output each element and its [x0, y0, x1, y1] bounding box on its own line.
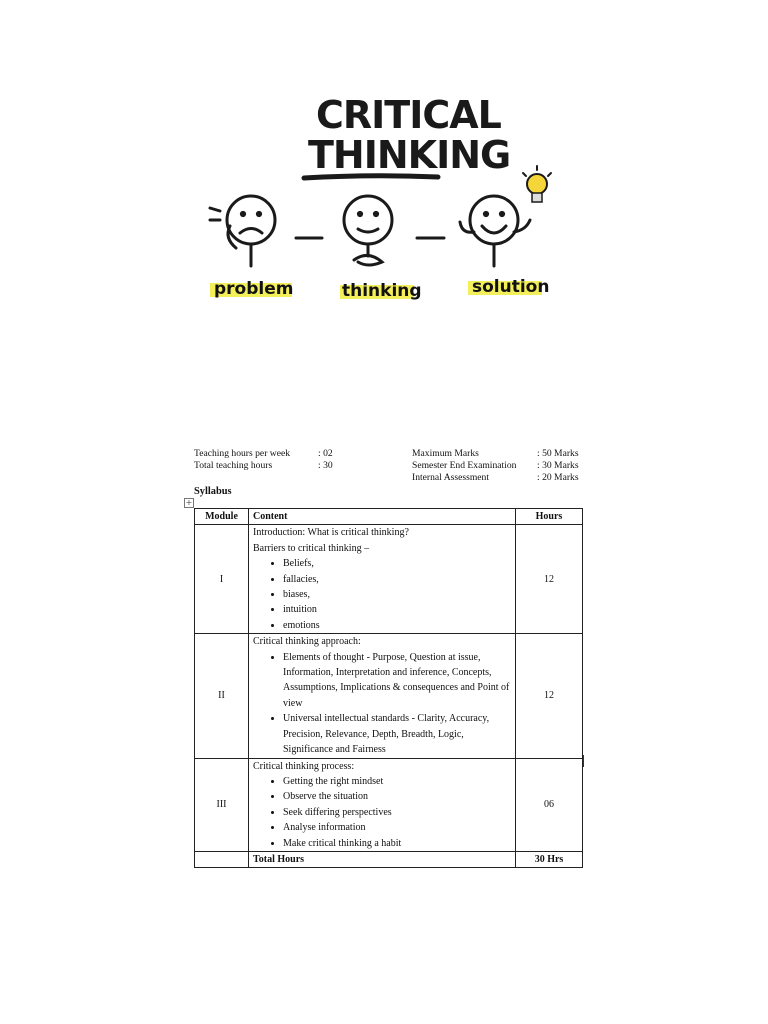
title-line-1: CRITICAL [316, 93, 501, 137]
syllabus-document [186, 440, 641, 868]
header-content: Content [249, 509, 516, 525]
meta-left-value-2: : 30 [318, 460, 333, 471]
title-line-2: THINKING [308, 133, 511, 177]
meta-right-label-1: Maximum Marks [412, 448, 479, 459]
bullet-list [253, 650, 511, 758]
bullet-item: • Universal intellectual standards - Clarity, Accuracy, Precision, Relevance, Depth, Breadth, Logic, Significance and Fairness [283, 711, 511, 757]
module-number: III [195, 758, 249, 851]
bullet-item: • Seek differing perspectives [283, 805, 511, 820]
total-value: 30 Hrs [516, 851, 583, 867]
content-line: Barriers to critical thinking – [253, 542, 370, 554]
module-content [249, 758, 516, 851]
meta-left-label-1: Teaching hours per week [194, 448, 291, 459]
bullet-item: • Getting the right mindset [283, 774, 511, 789]
meta-right-value-3: : 20 Marks [537, 472, 579, 483]
module-hours: 12 [516, 525, 583, 634]
bullet-item: • Observe the situation [283, 789, 511, 804]
module-number: I [195, 525, 249, 634]
module-content [249, 525, 516, 634]
meta-right-label-3: Internal Assessment [412, 472, 490, 483]
table-move-handle-icon[interactable]: + [185, 498, 193, 507]
critical-thinking-illustration [196, 80, 566, 315]
bullet-item: • Elements of thought - Purpose, Question at issue, Information, Interpretation and inference, Concepts, Assumptions, Implications & consequences and Point of view [283, 650, 511, 712]
text-cursor [583, 755, 584, 767]
total-label: Total Hours [249, 851, 516, 867]
meta-right-label-2: Semester End Examination [412, 460, 517, 471]
illustration-svg [196, 80, 566, 315]
caption-thinking: thinking [342, 281, 422, 301]
bullet-item: • Make critical thinking a habit [283, 836, 511, 851]
module-content [249, 634, 516, 758]
module-number: II [195, 634, 249, 758]
bullet-item: • fallacies, [283, 572, 511, 587]
syllabus-table [194, 508, 583, 868]
meta-right-value-2: : 30 Marks [537, 460, 579, 471]
bullet-item: • Beliefs, [283, 556, 511, 571]
thinking-face-icon [344, 196, 392, 265]
module-hours: 06 [516, 758, 583, 851]
bullet-item: • emotions [283, 618, 511, 633]
table-row [195, 634, 583, 758]
header-module: Module [195, 509, 249, 525]
title-underline [304, 176, 438, 178]
table-header-row [195, 509, 583, 525]
total-row [195, 851, 583, 867]
table-row [195, 525, 583, 634]
content-line: Critical thinking approach: [253, 636, 361, 648]
bullet-list [253, 774, 511, 851]
table-row [195, 758, 583, 851]
content-line: Critical thinking process: [253, 760, 355, 772]
total-empty-cell [195, 851, 249, 867]
caption-solution: solution [472, 277, 550, 297]
bullet-item: • intuition [283, 602, 511, 617]
meta-left-value-1: : 02 [318, 448, 333, 459]
meta-left-label-2: Total teaching hours [194, 460, 273, 471]
light-bulb-icon [523, 166, 551, 202]
caption-problem: problem [214, 279, 294, 299]
bullet-list [253, 556, 511, 633]
syllabus-heading: Syllabus [194, 486, 232, 497]
bullet-item: • biases, [283, 587, 511, 602]
meta-right-value-1: : 50 Marks [537, 448, 579, 459]
happy-face-icon [460, 196, 530, 266]
header-hours: Hours [516, 509, 583, 525]
content-line: Introduction: What is critical thinking? [253, 527, 409, 539]
bullet-item: • Analyse information [283, 820, 511, 835]
sad-face-icon [210, 196, 275, 266]
module-hours: 12 [516, 634, 583, 758]
